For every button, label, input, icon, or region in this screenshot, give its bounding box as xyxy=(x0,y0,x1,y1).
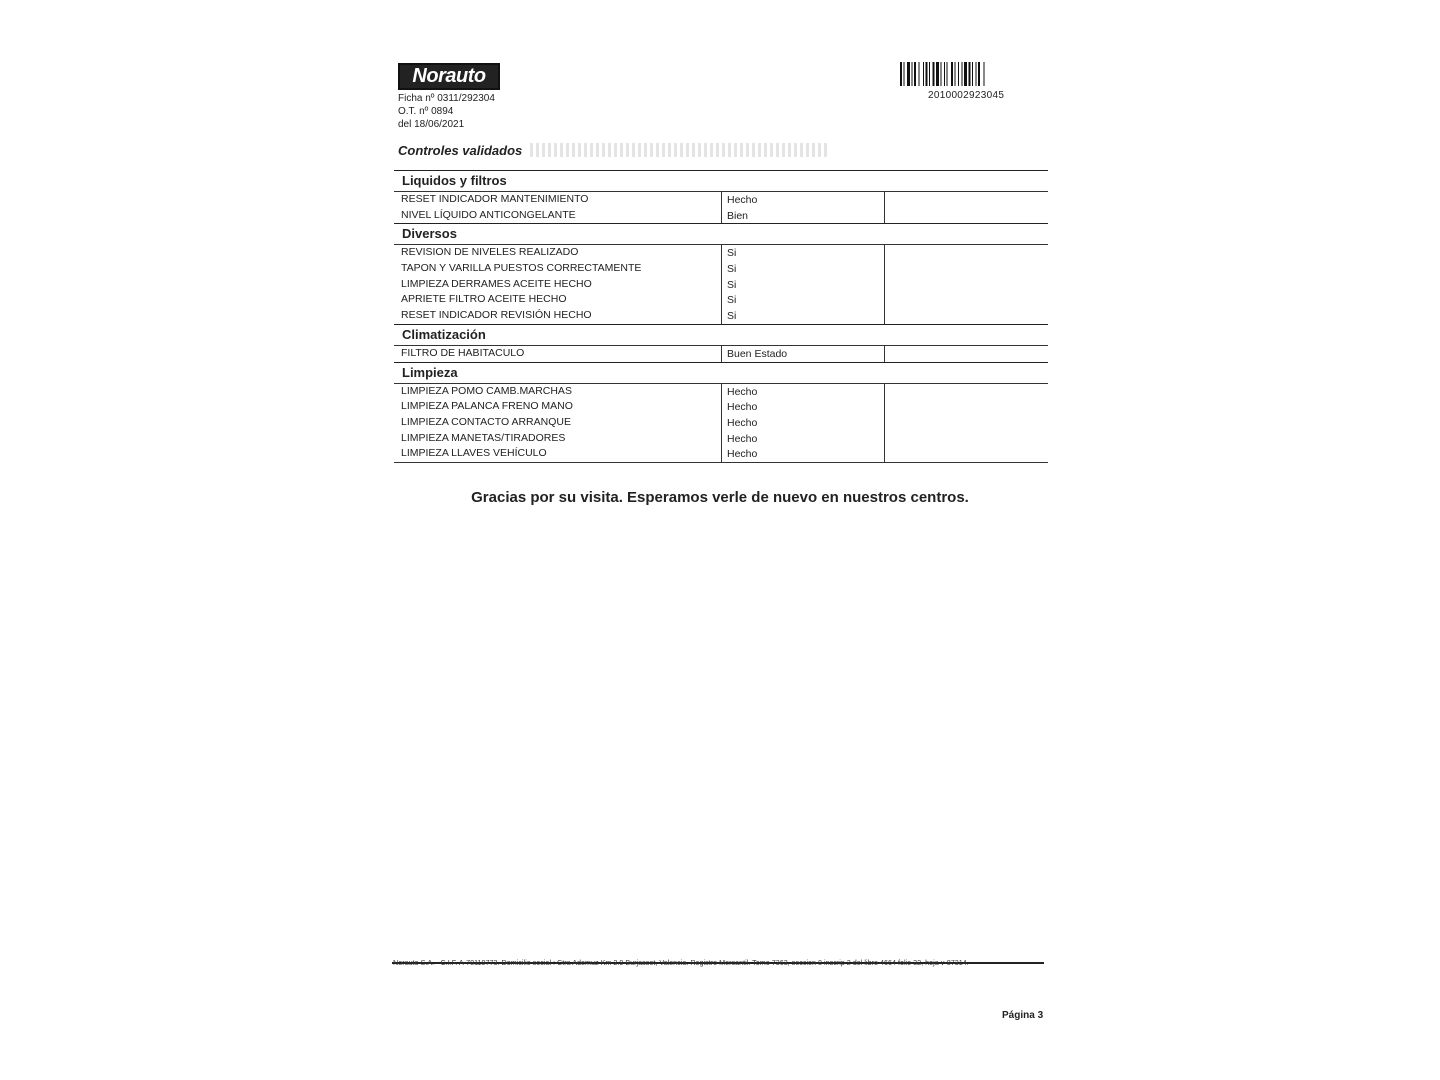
column-divider xyxy=(884,244,885,323)
control-value: Si xyxy=(727,247,737,260)
barcode-bar xyxy=(955,62,956,86)
control-value: Hecho xyxy=(727,416,758,429)
barcode-bar xyxy=(964,62,967,86)
column-divider xyxy=(884,345,885,362)
ficha-number: Ficha nº 0311/292304 xyxy=(398,93,495,104)
section-rows xyxy=(394,383,1048,462)
barcode-bar xyxy=(941,62,942,86)
barcode-bar xyxy=(904,62,905,86)
control-label: LIMPIEZA POMO CAMB.MARCHAS xyxy=(401,384,572,397)
column-divider xyxy=(884,383,885,462)
barcode-image xyxy=(900,62,1030,86)
control-label: LIMPIEZA MANETAS/TIRADORES xyxy=(401,431,566,444)
control-label: FILTRO DE HABITACULO xyxy=(401,346,525,359)
control-value: Hecho xyxy=(727,194,758,206)
control-value: Bien xyxy=(727,209,749,222)
control-label: LIMPIEZA LLAVES VEHÍCULO xyxy=(401,447,547,460)
column-divider xyxy=(721,244,722,323)
barcode-bar xyxy=(976,62,977,86)
column-divider xyxy=(884,191,885,223)
thanks-message: Gracias por su visita. Esperamos verle de nuevo en nuestros centros. xyxy=(471,489,969,506)
control-value: Hecho xyxy=(727,385,758,398)
barcode-bar xyxy=(972,62,973,86)
barcode-bar xyxy=(900,62,902,86)
barcode-bar xyxy=(969,62,971,86)
column-divider xyxy=(721,345,722,362)
control-label: LIMPIEZA CONTACTO ARRANQUE xyxy=(401,415,571,428)
barcode-number: 2010002923045 xyxy=(928,90,1005,101)
controls-table xyxy=(394,170,1048,463)
barcode-bar xyxy=(944,62,945,86)
control-value: Si xyxy=(727,294,737,307)
barcode-bar xyxy=(907,62,910,86)
section-rows xyxy=(394,191,1048,223)
barcode-bar xyxy=(984,62,985,86)
redacted-area xyxy=(530,143,830,157)
control-value: Hecho xyxy=(727,401,758,414)
norauto-logo xyxy=(398,63,500,90)
page-number: Página 3 xyxy=(1002,1010,1044,1021)
section-title: Limpieza xyxy=(394,362,1048,383)
column-divider xyxy=(721,383,722,462)
table-bottom-rule xyxy=(394,462,1048,463)
barcode-bar xyxy=(958,62,959,86)
control-value: Si xyxy=(727,278,737,291)
barcode-bar xyxy=(947,62,948,86)
section-title: Climatización xyxy=(394,324,1048,345)
barcode-bar xyxy=(914,62,916,86)
barcode-bar xyxy=(912,62,913,86)
section-rows xyxy=(394,345,1048,362)
control-label: TAPON Y VARILLA PUESTOS CORRECTAMENTE xyxy=(401,262,642,275)
barcode-bar xyxy=(936,62,939,86)
control-label: RESET INDICADOR REVISIÓN HECHO xyxy=(401,309,592,322)
barcode-bar xyxy=(929,62,930,86)
barcode-bar xyxy=(978,62,980,86)
control-value: Si xyxy=(727,310,737,323)
document-date: del 18/06/2021 xyxy=(398,119,465,130)
logo-text: Norauto xyxy=(412,65,486,87)
footer-legal: Norauto S.A. - C.I.F. A-78119773. Domicilio social : Ctra Ademuz Km 2.9 Burjassot, Valencia. Registro Mercantil. Tomo 7363, seccion 8 inscrip 2 del libro 4664 folio 32, hoja v-87314. xyxy=(393,958,969,967)
document-meta xyxy=(398,92,495,131)
barcode-bar xyxy=(919,62,920,86)
barcode-bar xyxy=(926,62,928,86)
control-label: RESET INDICADOR MANTENIMIENTO xyxy=(401,193,589,205)
control-value: Hecho xyxy=(727,432,758,445)
control-label: REVISION DE NIVELES REALIZADO xyxy=(401,246,579,259)
barcode-bar xyxy=(923,62,924,86)
control-label: LIMPIEZA DERRAMES ACEITE HECHO xyxy=(401,277,592,290)
page-title: Controles validados xyxy=(398,143,523,158)
section-rows xyxy=(394,244,1048,323)
barcode-bar xyxy=(962,62,963,86)
ot-number: O.T. nº 0894 xyxy=(398,106,454,117)
section-title: Diversos xyxy=(394,223,1048,244)
section-title: Liquidos y filtros xyxy=(394,170,1048,191)
control-value: Hecho xyxy=(727,448,758,461)
control-label: LIMPIEZA PALANCA FRENO MANO xyxy=(401,400,573,413)
barcode-bar xyxy=(951,62,953,86)
control-label: NIVEL LÍQUIDO ANTICONGELANTE xyxy=(401,208,576,221)
barcode-bar xyxy=(933,62,935,86)
control-label: APRIETE FILTRO ACEITE HECHO xyxy=(401,293,567,306)
control-value: Si xyxy=(727,263,737,276)
control-value: Buen Estado xyxy=(727,347,788,360)
column-divider xyxy=(721,191,722,223)
